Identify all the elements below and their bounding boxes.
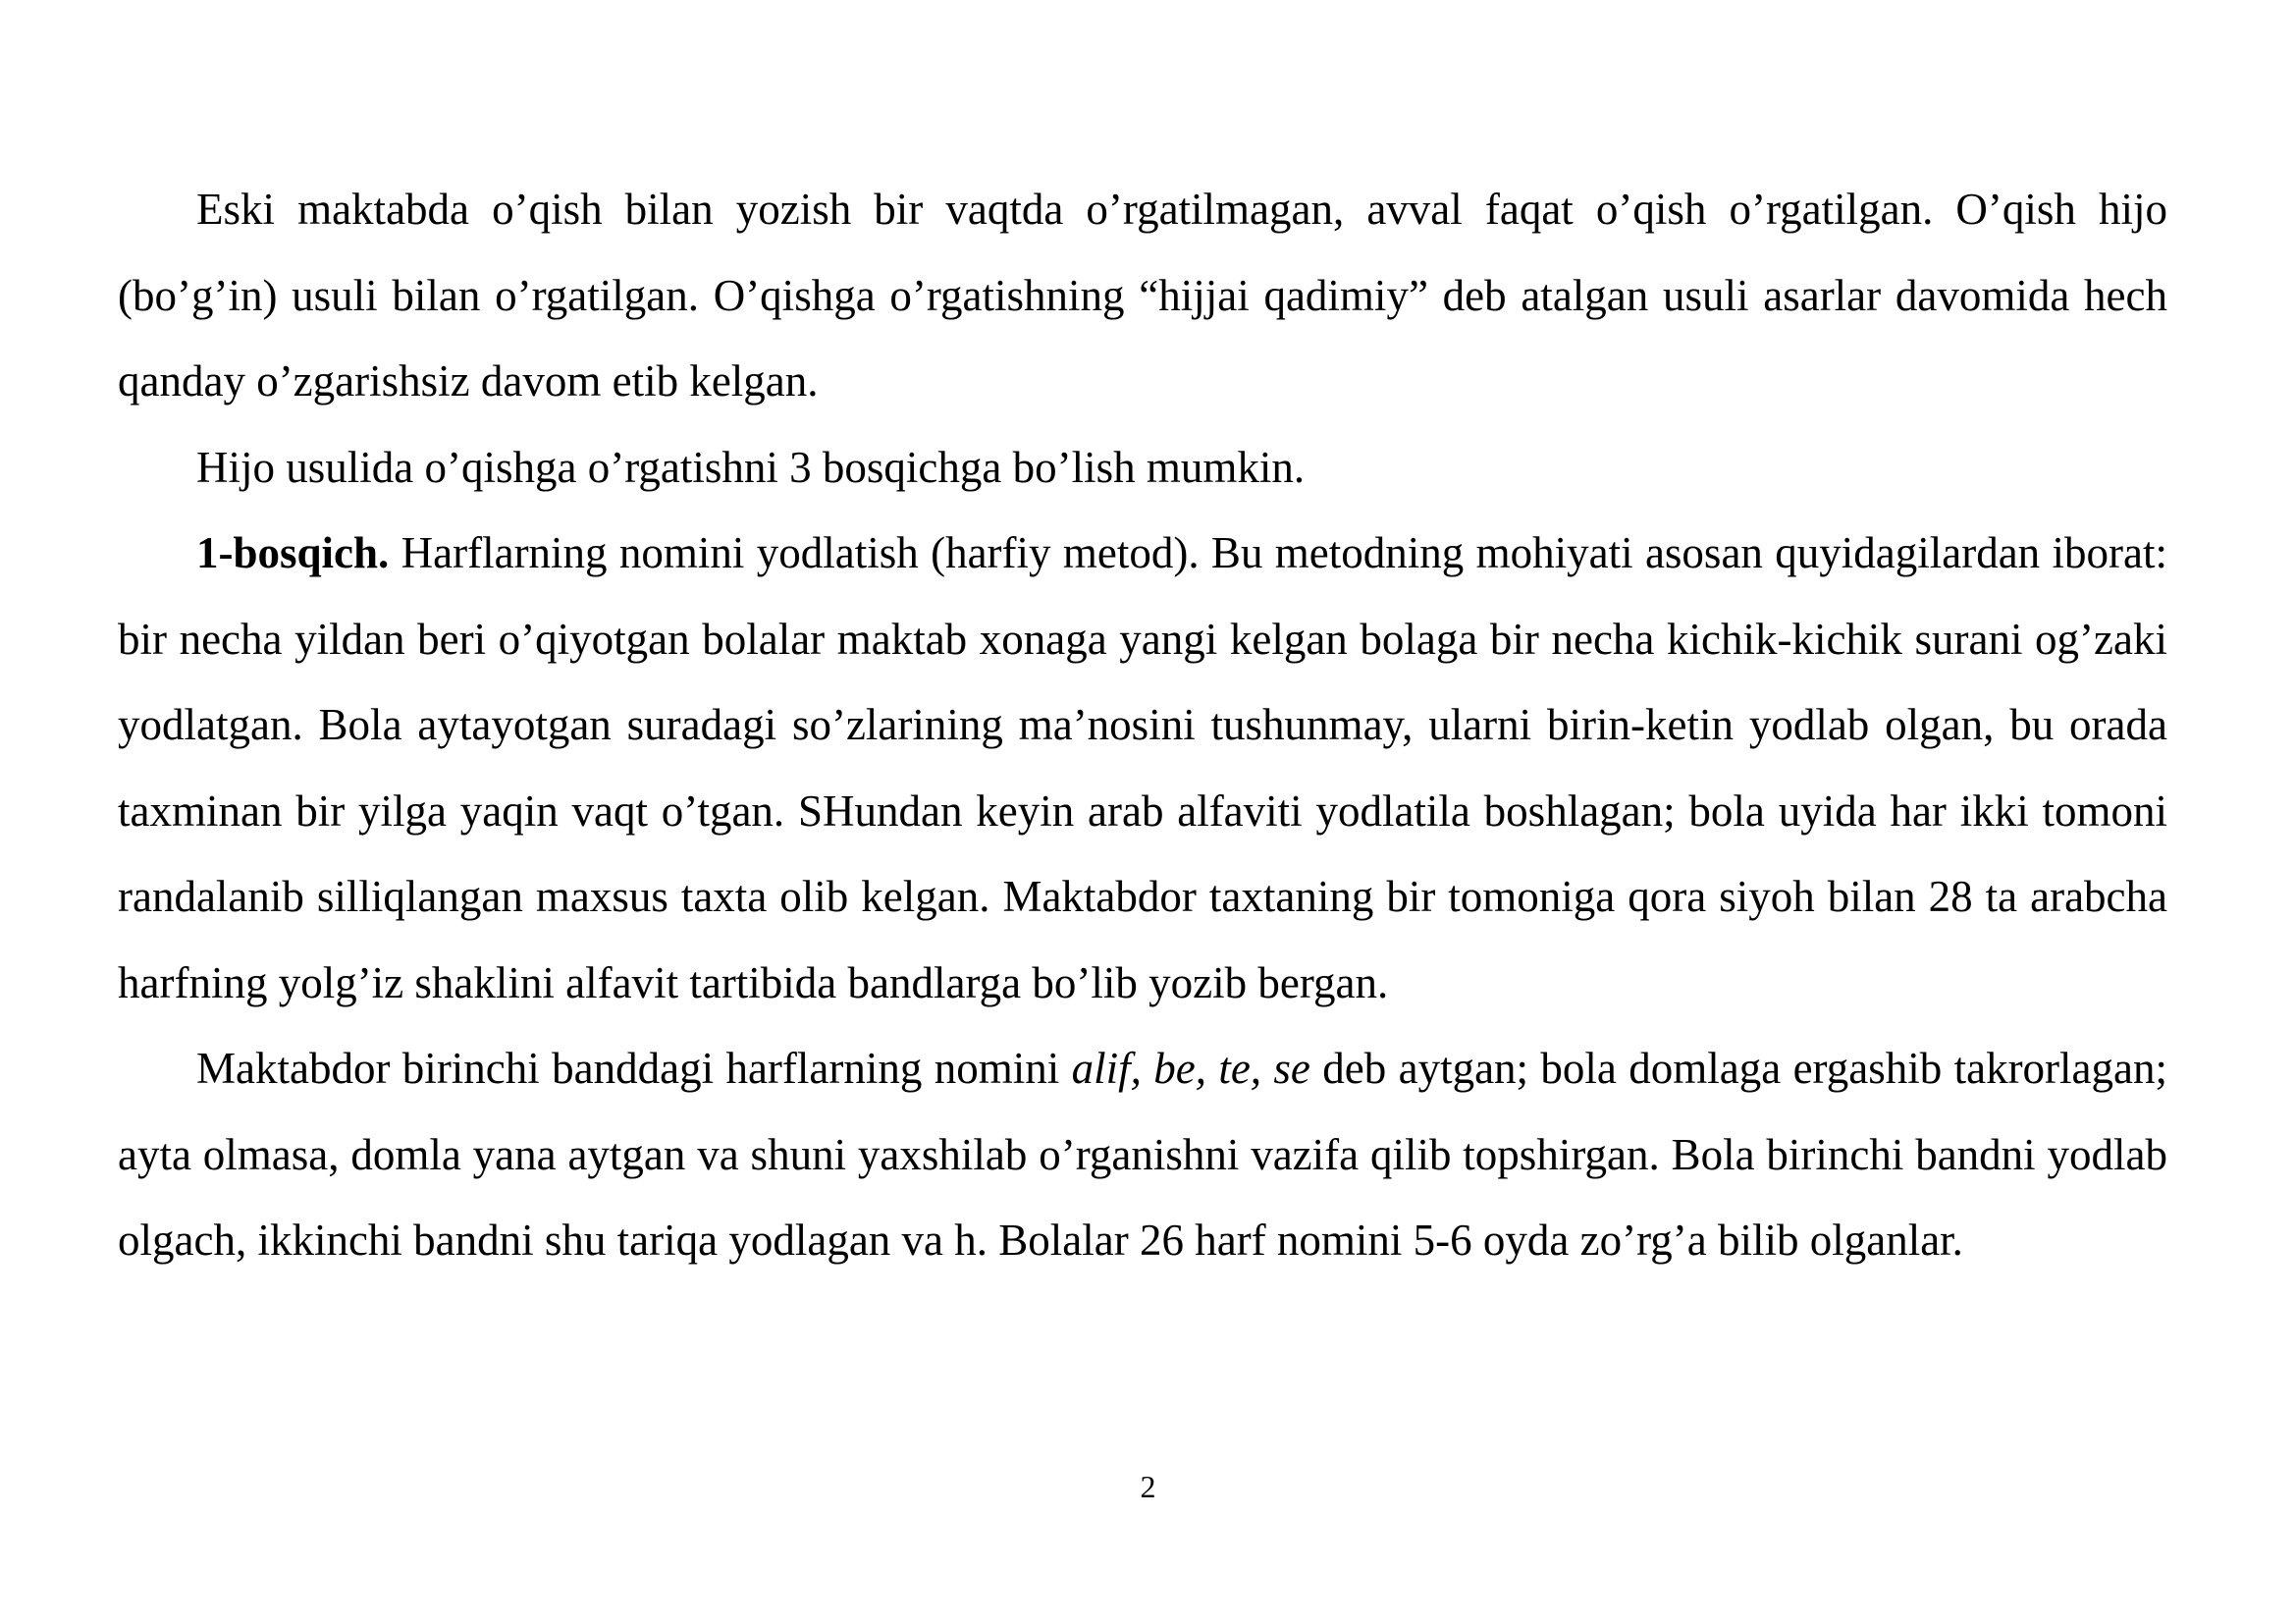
- paragraph-4-end: deb aytgan; bola domlaga ergashib takrorlagan; ayta olmasa, domla yana aytgan va shuni yaxshilab o’rganishni vazifa qilib topshirgan. Bola birinchi bandni yodlab olgach, ikkinchi bandni shu tariqa yodlagan va h. Bolalar 26 harf nomini 5-6 oyda zo’rg’a bilib olganlar.: [118, 1044, 2167, 1265]
- paragraph-1: Eski maktabda o’qish bilan yozish bir vaqtda o’rgatilmagan, avval faqat o’qish o’rgatilgan. O’qish hijo (bo’g’in) usuli bilan o’rgatilgan. O’qishga o’rgatishning “hijjai qadimiy” deb atalgan usuli asarlar davomida hech qanday o’zgarishsiz davom etib kelgan.: [118, 185, 2167, 406]
- letter-names-italic: alif, be, te, se: [1071, 1044, 1310, 1093]
- paragraph-4: [118, 1026, 2167, 1284]
- paragraph-4-start: Maktabdor birinchi banddagi harflarning nomini: [196, 1044, 1072, 1093]
- paragraph-2: Hijo usulida o’qishga o’rgatishni 3 bosqichga bo’lish mumkin.: [196, 442, 1306, 492]
- page-number: 2: [1140, 1469, 1156, 1504]
- document-body: [118, 167, 2167, 1284]
- paragraph-3-text: Harflarning nomini yodlatish (harfiy metod). Bu metodning mohiyati asosan quyidagilardan iborat: bir necha yildan beri o’qiyotgan bolalar maktab xonaga yangi kelgan bolaga bir necha kichik-kichik surani og’zaki yodlatgan. Bola aytayotgan suradagi so’zlarining ma’nosini tushunmay, ularni birin-ketin yodlab olgan, bu orada taxminan bir yilga yaqin vaqt o’tgan. SHundan keyin arab alfaviti yodlatila boshlagan; bola uyida har ikki tomoni randalanib silliqlangan maxsus taxta olib kelgan. Maktabdor taxtaning bir tomoniga qora siyoh bilan 28 ta arabcha harfning yolg’iz shaklini alfavit tartibida bandlarga bo’lib yozib bergan.: [118, 528, 2167, 1007]
- stage-heading: 1-bosqich.: [196, 528, 390, 577]
- paragraph-3: [118, 511, 2167, 1026]
